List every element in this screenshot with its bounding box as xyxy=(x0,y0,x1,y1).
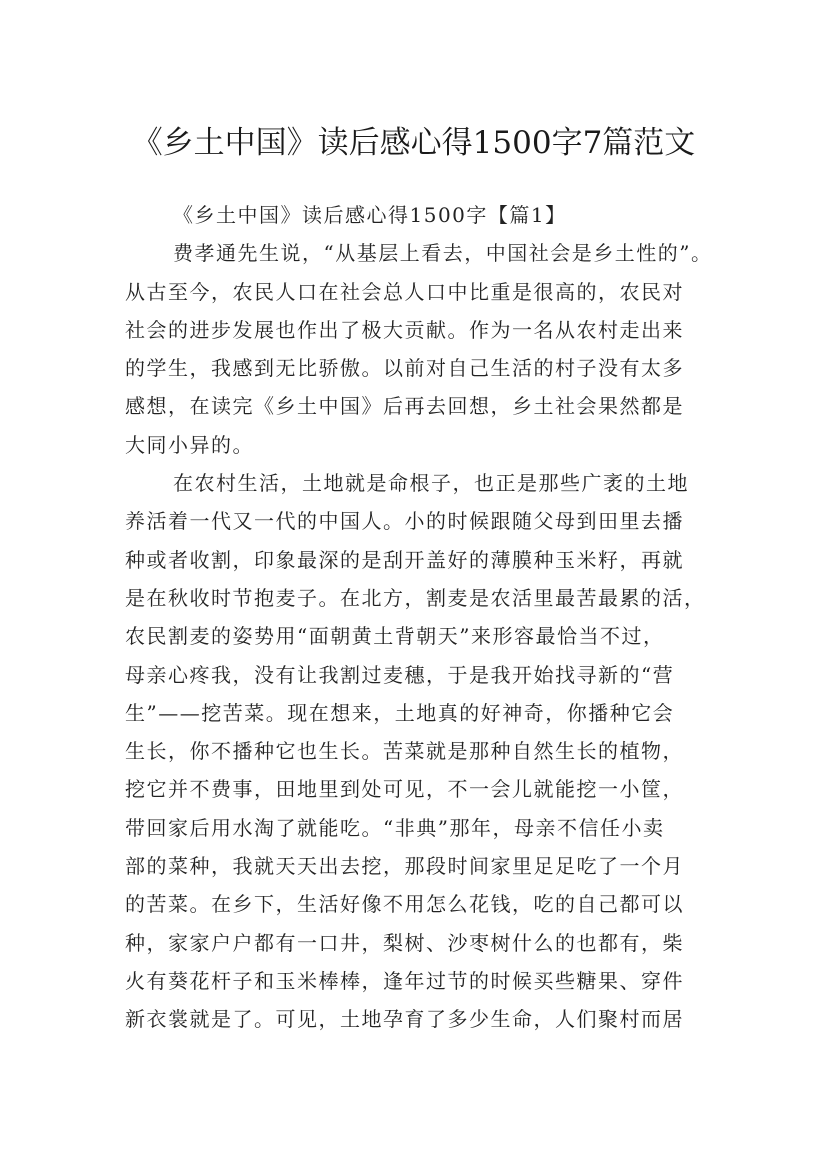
text-line: 的学生，我感到无比骄傲。以前对自己生活的村子没有太多 xyxy=(125,356,684,381)
text-line: 种，家家户户都有一口井，梨树、沙枣树什么的也都有，柴 xyxy=(125,930,684,955)
document-title: 《乡土中国》读后感心得1500字7篇范文 xyxy=(131,124,696,161)
text-line: 的苦菜。在乡下，生活好像不用怎么花钱，吃的自己都可以 xyxy=(125,892,684,917)
text-line: 母亲心疼我，没有让我割过麦穗，于是我开始找寻新的“营 xyxy=(125,662,675,687)
text-line: 感想，在读完《乡土中国》后再去回想，乡土社会果然都是 xyxy=(125,394,684,419)
text-line: 种或者收割，印象最深的是刮开盖好的薄膜种玉米籽，再就 xyxy=(125,547,684,572)
text-line: 挖它并不费事，田地里到处可见，不一会儿就能挖一小筐， xyxy=(125,777,684,802)
text-line: 火有葵花杆子和玉米棒棒，逢年过节的时候买些糖果、穿件 xyxy=(125,968,684,993)
text-line: 农民割麦的姿势用“面朝黄土背朝天”来形容最恰当不过， xyxy=(125,624,665,649)
text-line: 生”——挖苦菜。现在想来，土地真的好神奇，你播种它会 xyxy=(125,700,675,725)
text-line: 费孝通先生说，“从基层上看去，中国社会是乡土性的”。 xyxy=(173,241,713,266)
text-line: 是在秋收时节抱麦子。在北方，割麦是农活里最苦最累的活， xyxy=(125,585,706,610)
text-line: 部的菜种，我就天天出去挖，那段时间家里足足吃了一个月 xyxy=(125,854,684,879)
text-line: 在农村生活，土地就是命根子，也正是那些广袤的土地 xyxy=(173,471,689,496)
text-line: 从古至今，农民人口在社会总人口中比重是很高的，农民对 xyxy=(125,279,684,304)
document-body xyxy=(125,196,725,1039)
text-line: 新衣裳就是了。可见，土地孕育了多少生命，人们聚村而居 xyxy=(125,1007,684,1032)
text-line: 大同小异的。 xyxy=(125,432,254,457)
text-line: 《乡土中国》读后感心得1500字【篇1】 xyxy=(173,203,567,227)
text-line: 养活着一代又一代的中国人。小的时候跟随父母到田里去播 xyxy=(125,509,684,534)
text-line: 生长，你不播种它也生长。苦菜就是那种自然生长的植物， xyxy=(125,739,684,764)
text-line: 社会的进步发展也作出了极大贡献。作为一名从农村走出来 xyxy=(125,317,684,342)
text-line: 带回家后用水淘了就能吃。“非典”那年，母亲不信任小卖 xyxy=(125,815,665,840)
